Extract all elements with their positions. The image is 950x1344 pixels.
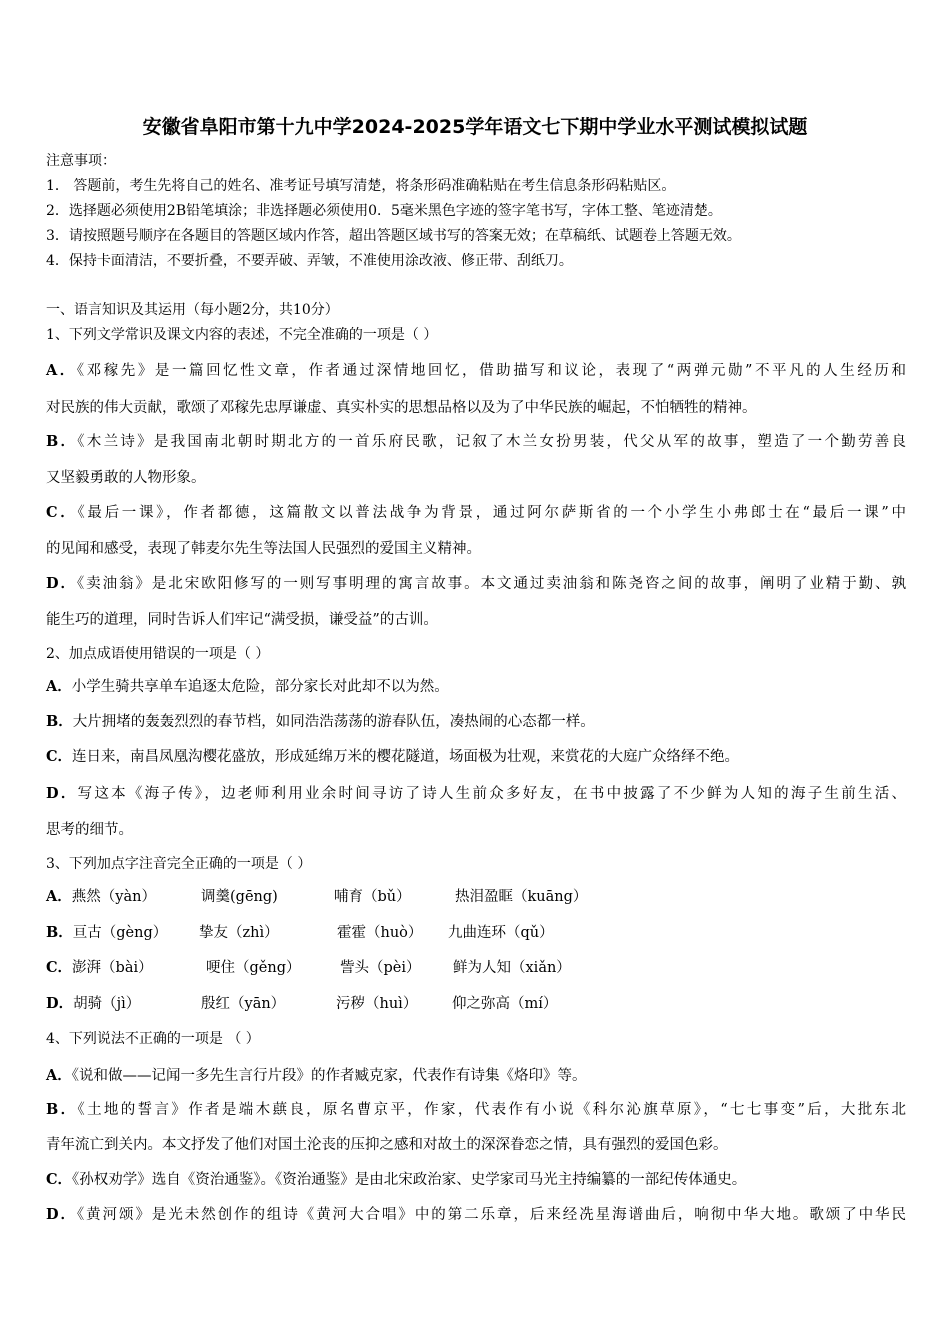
option-letter: C． [46,504,78,521]
option-letter: D． [46,785,78,802]
q2-option-a: A．小学生骑共享单车追逐太危险，部分家长对此却不以为然。 [46,678,449,695]
q1-option-b-line1: B．《木兰诗》是我国南北朝时期北方的一首乐府民歌，记叙了木兰女扮男装，代父从军的故事，塑造了一个勤劳善良 [46,433,906,450]
option-letter: D． [46,995,74,1012]
option-letter: A． [46,678,72,695]
option-letter: C． [46,959,73,976]
q4-option-b-line1: B．《土地的誓言》作者是端木蕻良，原名曹京平，作家，代表作有小说《科尔沁旗草原》，“七七事变”后，大批东北 [46,1101,906,1118]
q3-option-a-item2: 调羹(gēng) [201,889,278,905]
question-3-stem: 3、下列加点字注音完全正确的一项是（ ） [46,856,312,872]
q3-option-b-item4: 九曲连环（qǔ） [448,925,554,941]
q1-option-d-line2: 能生巧的道理，同时告诉人们牢记“满受损，谦受益”的古训。 [46,612,438,628]
q1-option-c-line2: 的见闻和感受，表现了韩麦尔先生等法国人民强烈的爱国主义精神。 [46,541,481,557]
q4-option-a: A．《说和做——记闻一多先生言行片段》的作者臧克家，代表作有诗集《烙印》等。 [46,1067,587,1084]
option-letter: C． [46,748,73,765]
q1-option-d-line1: D．《卖油翁》是北宋欧阳修写的一则写事明理的寓言故事。本文通过卖油翁和陈尧咨之间的故事，阐明了业精于勤、孰 [46,575,906,592]
notice-item: 1． 答题前，考生先将自己的姓名、准考证号填写清楚，将条形码准确粘贴在考生信息条形码粘贴区。 [46,178,676,194]
option-letter: D． [46,575,77,592]
option-letter: B． [46,433,78,450]
q2-option-d-line1: D．写这本《海子传》，边老师利用业余时间寻访了诗人生前众多好友，在书中披露了不少鲜为人知的海子生前生活、 [46,785,906,802]
question-1-stem: 1、下列文学常识及课文内容的表述，不完全准确的一项是（ ） [46,327,438,343]
q1-option-a-line1: A．《邓稼先》是一篇回忆性文章，作者通过深情地回忆，借助描写和议论，表现了“两弹元勋”不平凡的人生经历和 [46,362,906,379]
q2-option-d-line2: 思考的细节。 [46,822,133,838]
option-letter: A． [46,362,77,379]
option-letter: A． [46,1067,72,1084]
notice-item: 3．请按照题号顺序在各题目的答题区域内作答，超出答题区域书写的答案无效；在草稿纸、试题卷上答题无效。 [46,228,741,244]
option-letter: A． [46,888,72,905]
q3-option-d-item2: 殷红（yān） [201,996,286,1012]
q3-option-d-item4: 仰之弥高（mí） [452,996,558,1012]
q3-option-c-item4: 鲜为人知（xiǎn） [453,960,571,976]
q3-option-a-item4: 热泪盈眶（kuāng） [455,889,588,905]
notice-item: 4．保持卡面清洁，不要折叠，不要弄破、弄皱，不准使用涂改液、修正带、刮纸刀。 [46,253,573,269]
q3-option-a-item3: 哺育（bǔ） [334,889,411,905]
section-heading: 一、语言知识及其运用（每小题2分，共10分） [46,302,339,318]
notice-item: 2．选择题必须使用2B铅笔填涂；非选择题必须使用0．5毫米黑色字迹的签字笔书写，字体工整、笔迹清楚。 [46,203,722,219]
option-letter: D． [46,1206,77,1223]
q2-option-b: B．大片拥堵的轰轰烈烈的春节档，如同浩浩荡荡的游春队伍，凑热闹的心态都一样。 [46,713,595,730]
q3-option-c-item3: 訾头（pèi） [340,960,421,976]
option-letter: B． [46,1101,78,1118]
q1-option-b-line2: 又坚毅勇敢的人物形象。 [46,470,206,486]
notice-heading: 注意事项： [46,153,116,169]
q3-option-b-item3: 霍霍（huò） [337,925,423,941]
q3-option-b-item2: 挚友（zhì） [199,925,279,941]
q2-option-c: C．连日来，南昌凤凰沟樱花盛放，形成延绵万米的樱花隧道，场面极为壮观，来赏花的大庭广众络绎不绝。 [46,748,740,765]
page-title: 安徽省阜阳市第十九中学2024-2025学年语文七下期中学业水平测试模拟试题 [142,116,808,138]
q3-option-a-item1: A．燕然（yàn） [46,888,156,905]
question-2-stem: 2、加点成语使用错误的一项是（ ） [46,646,270,662]
q3-option-c-item1: C．澎湃（bài） [46,959,153,976]
q3-option-c-item2: 哽住（gěng） [206,960,301,976]
q3-option-b-item1: B．亘古（gèng） [46,924,168,941]
q4-option-c: C．《孙权劝学》选自《资治通鉴》。《资治通鉴》是由北宋政治家、史学家司马光主持编纂的一部纪传体通史。 [46,1171,747,1188]
q1-option-c-line1: C．《最后一课》，作者都德，这篇散文以普法战争为背景，通过阿尔萨斯省的一个小学生小弗郎士在“最后一课”中 [46,504,906,521]
option-letter: B． [46,924,73,941]
q3-option-d-item1: D．胡骑（jì） [46,995,141,1012]
question-4-stem: 4、下列说法不正确的一项是 （ ） [46,1031,260,1047]
q4-option-d-line1: D．《黄河颂》是光未然创作的组诗《黄河大合唱》中的第二乐章，后来经冼星海谱曲后，响彻中华大地。歌颂了中华民 [46,1206,906,1223]
option-letter: C． [46,1171,73,1188]
q1-option-a-line2: 对民族的伟大贡献，歌颂了邓稼先忠厚谦虚、真实朴实的思想品格以及为了中华民族的崛起，不怕牺牲的精神。 [46,400,757,416]
option-letter: B． [46,713,73,730]
q4-option-b-line2: 青年流亡到关内。本文抒发了他们对国土沦丧的压抑之感和对故土的深深眷恋之情，具有强烈的爱国色彩。 [46,1137,728,1153]
q3-option-d-item3: 污秽（huì） [336,996,418,1012]
